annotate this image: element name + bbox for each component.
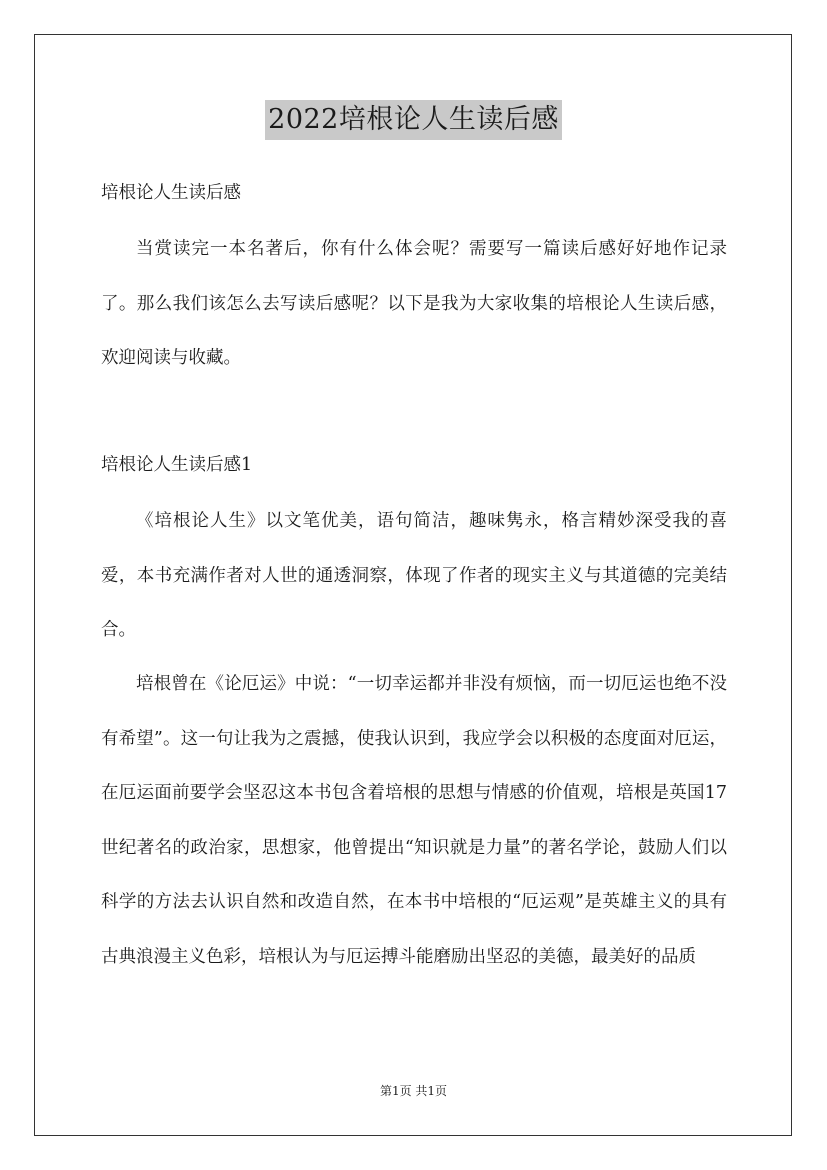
document-title: 2022培根论人生读后感 [265,100,562,140]
paragraph-2: 培根曾在《论厄运》中说：“一切幸运都并非没有烦恼，而一切厄运也绝不没有希望”。这一句让我为之震撼，使我认识到，我应学会以积极的态度面对厄运，在厄运面前要学会坚忍这本书包含着培根的思想与情感的价值观，培根是英国17世纪著名的政治家，思想家，他曾提出“知识就是力量”的著名学论，鼓励人们以科学的方法去认识自然和改造自然，在本书中培根的“厄运观”是英雄主义的具有古典浪漫主义色彩，培根认为与厄运搏斗能磨励出坚忍的美德，最美好的品质 [101,674,727,967]
intro-heading: 培根论人生读后感 [101,183,241,203]
paragraph-1: 《培根论人生》以文笔优美，语句简洁，趣味隽永，格言精妙深受我的喜爱，本书充满作者对人世的通透洞察，体现了作者的现实主义与其道德的完美结合。 [101,511,727,640]
title-container [0,100,827,140]
page-number-footer: 第1页 共1页 [379,1084,448,1098]
intro-paragraph: 当赏读完一本名著后，你有什么体会呢？需要写一篇读后感好好地作记录了。那么我们该怎么去写读后感呢？以下是我为大家收集的培根论人生读后感，欢迎阅读与收藏。 [101,239,727,368]
section-heading-1: 培根论人生读后感1 [101,455,253,475]
